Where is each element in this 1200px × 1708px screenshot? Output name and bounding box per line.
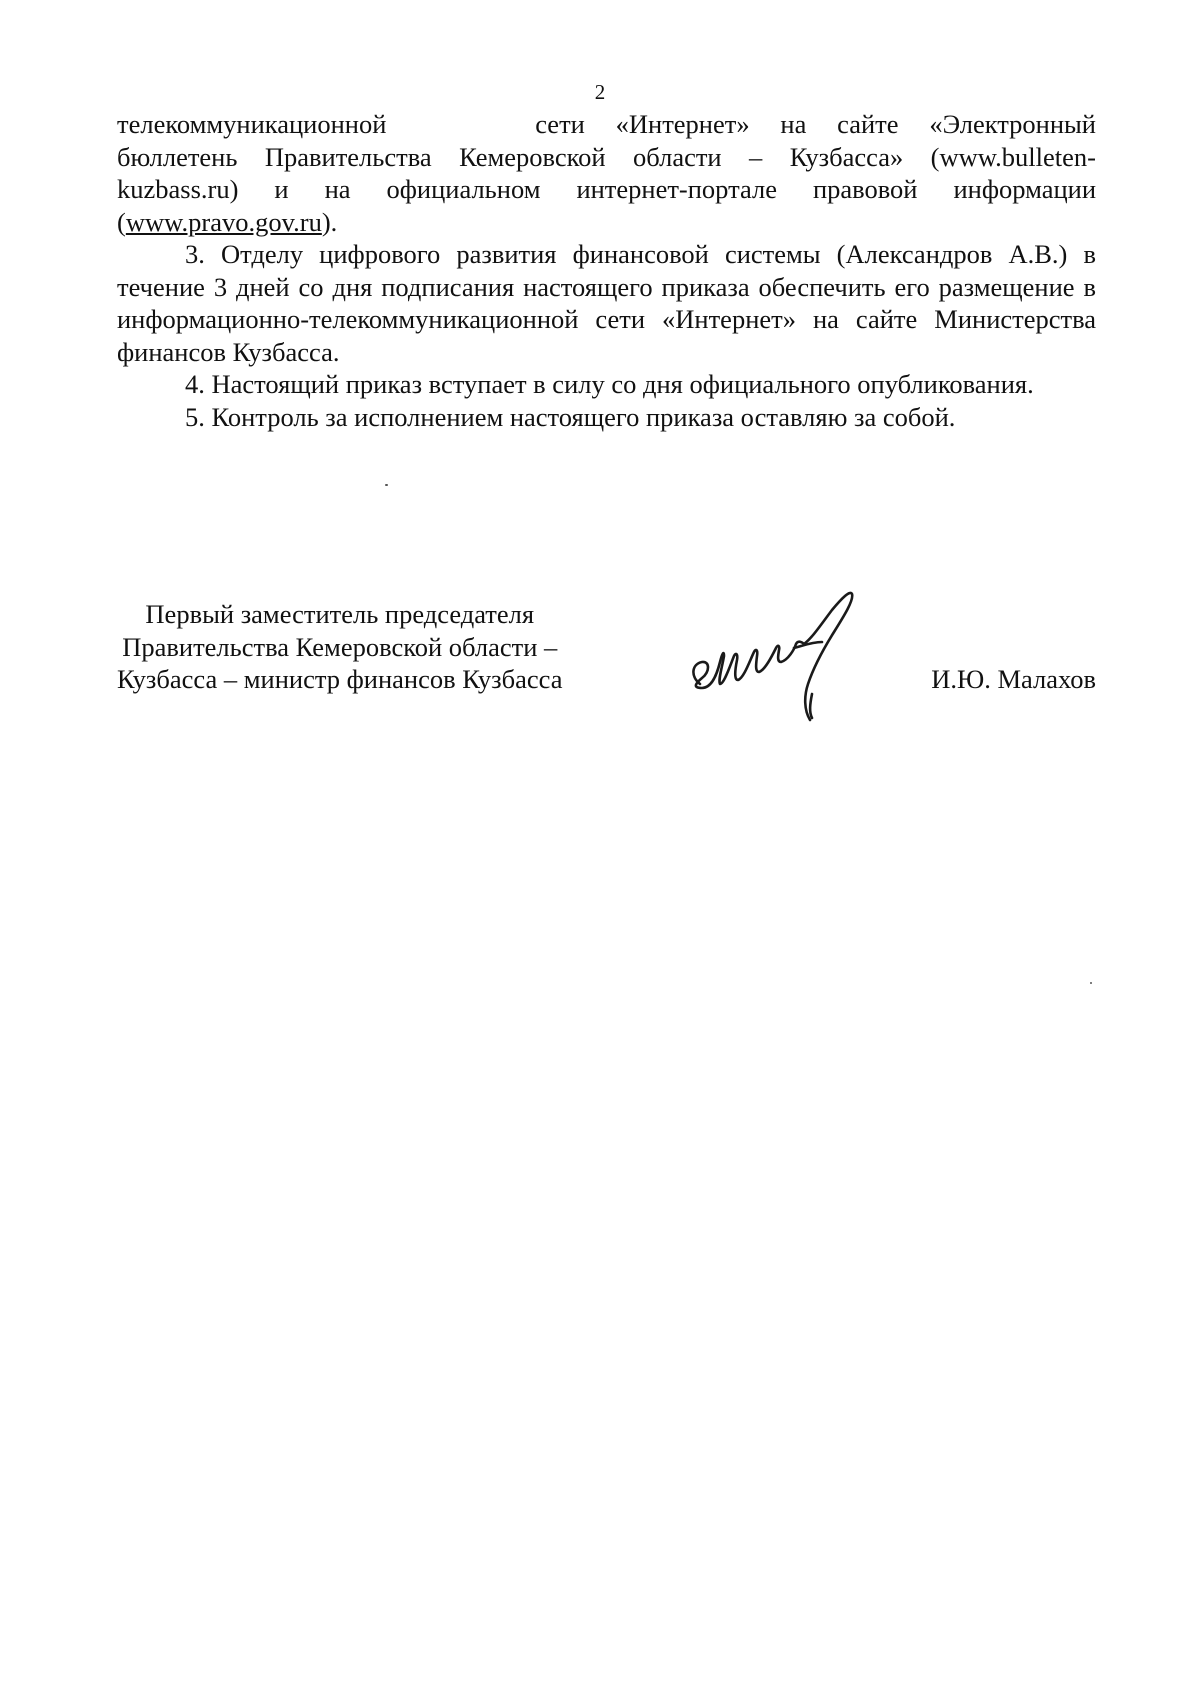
paragraph-continued [117, 108, 1096, 238]
paragraph-3: 3. Отделу цифрового развития финансовой системы (Александров А.В.) в течение 3 дней со дня подписания настоящего приказа обеспечить его размещение в информационно-телекоммуникационной сети «Интернет» на сайте Министерства финансов Кузбасса. [117, 239, 1096, 367]
page-number: 2 [594, 80, 606, 104]
paragraph-line: kuzbass.ru) и на официальном интернет-портале правовой информации [117, 174, 1096, 204]
signature-block [117, 598, 1096, 738]
signer-position-line: Первый заместитель председателя [145, 599, 535, 629]
paragraph-5: 5. Контроль за исполнением настоящего приказа оставляю за собой. [185, 401, 956, 432]
pravo-link[interactable]: www.pravo.gov.ru [125, 206, 322, 237]
signer-position [117, 598, 563, 696]
scan-speck [385, 484, 388, 486]
signer-name: И.Ю. Малахов [931, 664, 1096, 694]
paren-close: ). [321, 206, 338, 237]
paren-open: ( [117, 206, 126, 237]
signer-position-line: Правительства Кемеровской области – [122, 631, 558, 662]
handwritten-signature [662, 584, 902, 734]
paragraph-line [117, 108, 1096, 141]
paragraph-line-right: сети «Интернет» на сайте «Электронный [535, 109, 1096, 139]
scan-speck [1090, 982, 1092, 984]
paragraph-line-left: телекоммуникационной [117, 109, 387, 139]
document-body [117, 108, 1096, 433]
paragraph-line [117, 206, 1096, 239]
signer-position-line: Кузбасса – министр финансов Кузбасса [117, 664, 563, 694]
paragraph-4: 4. Настоящий приказ вступает в силу со дня официального опубликования. [185, 369, 1034, 399]
paragraph-line: бюллетень Правительства Кемеровской области – Кузбасса» (www.bulleten- [117, 141, 1096, 172]
